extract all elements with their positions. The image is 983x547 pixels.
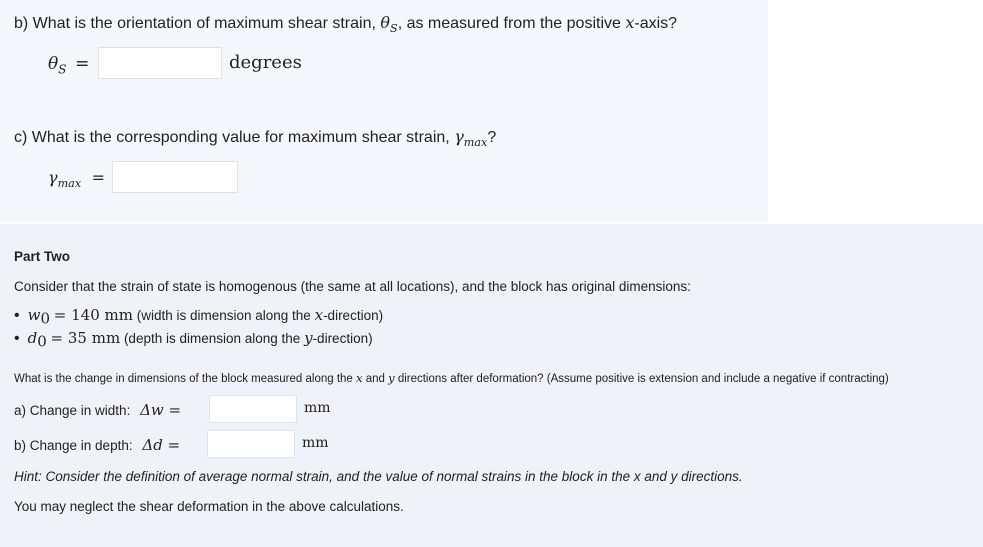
d0-sub: 0 — [37, 332, 47, 351]
gamma-symbol: γ — [454, 127, 464, 146]
delta-w-input[interactable] — [209, 395, 297, 423]
theta-subscript: S — [390, 22, 398, 36]
deformation-question — [14, 371, 889, 385]
change-width-label — [14, 401, 181, 419]
theta-symbol: θ — [380, 13, 391, 32]
gamma-input-label — [48, 168, 105, 190]
w0-var: w — [27, 306, 41, 324]
delta-w-unit: mm — [304, 400, 331, 416]
part-c-label: c) What is the corresponding value for maximum shear strain, — [14, 129, 450, 146]
delta-d-symbol: Δd = — [142, 436, 181, 454]
d0-desc-post: -direction) — [312, 331, 373, 346]
gamma-subscript: max — [463, 136, 488, 150]
question-x: x — [356, 371, 363, 385]
question-y: y — [388, 371, 395, 385]
bullet-width — [14, 306, 383, 328]
degrees-unit: degrees — [229, 52, 302, 73]
theta-input-label — [48, 54, 89, 76]
d0-axis: y — [304, 329, 313, 347]
change-depth-label — [14, 436, 180, 454]
x-axis-symbol: x — [625, 13, 635, 32]
d0-var: d — [27, 329, 38, 347]
part-c-suffix: ? — [487, 129, 497, 146]
bullet-dot: • — [14, 307, 20, 324]
equals-sign: = — [75, 54, 90, 74]
gamma-answer-input[interactable] — [112, 161, 238, 193]
w0-axis: x — [314, 306, 324, 324]
theta-answer-input[interactable] — [98, 47, 222, 79]
d0-desc: (depth is dimension along the — [123, 331, 301, 346]
part-two-heading: Part Two — [14, 249, 71, 264]
question-post: directions after deformation? (Assume positive is extension and include a negative if contracting) — [397, 373, 889, 385]
part-b-question — [14, 13, 677, 35]
w0-desc: (width is dimension along the — [136, 308, 311, 323]
d0-value: = 35 mm — [50, 329, 121, 347]
bullet-dot: • — [14, 330, 20, 347]
part-b-suffix2: -axis? — [634, 15, 678, 32]
theta-lhs-sub: S — [58, 62, 67, 77]
question-pre: What is the change in dimensions of the block measured along the — [14, 373, 353, 385]
bullet-depth — [14, 329, 373, 351]
w0-value: = 140 mm — [53, 306, 133, 324]
gamma-lhs-sub: max — [57, 177, 82, 191]
delta-d-unit: mm — [302, 435, 329, 451]
part-b-label: b) What is the orientation of maximum shear strain, — [14, 15, 376, 32]
note-text: You may neglect the shear deformation in the above calculations. — [14, 499, 404, 514]
delta-d-input[interactable] — [207, 430, 295, 458]
question-and: and — [365, 373, 385, 385]
a-label: a) Change in width: — [14, 403, 131, 418]
theta-lhs: θ — [48, 54, 59, 74]
hint-text: Hint: Consider the definition of average normal strain, and the value of normal strains in the block in the x and y directions. — [14, 469, 743, 484]
gamma-lhs: γ — [48, 168, 58, 187]
equals-sign: = — [91, 168, 106, 187]
delta-w-symbol: Δw = — [140, 401, 182, 419]
w0-desc-post: -direction) — [323, 308, 384, 323]
part-b-suffix: , as measured from the positive — [397, 15, 621, 32]
w0-sub: 0 — [40, 309, 50, 328]
part-two-intro: Consider that the strain of state is homogenous (the same at all locations), and the block has original dimensions: — [14, 279, 691, 294]
b-label: b) Change in depth: — [14, 438, 133, 453]
part-c-question — [14, 127, 496, 149]
